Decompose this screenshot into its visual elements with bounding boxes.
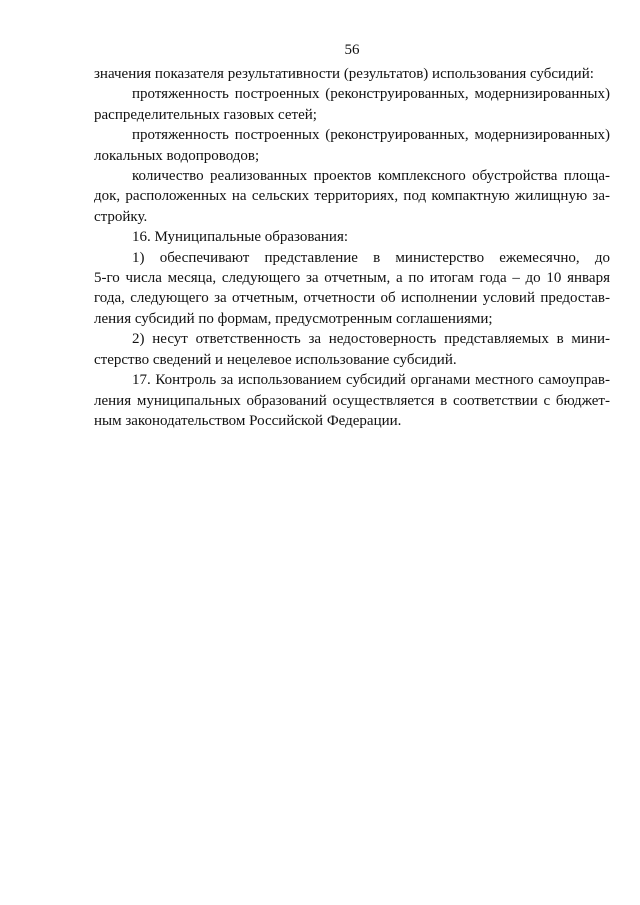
paragraph-water-pipes — [94, 125, 610, 166]
text-line: протяженность построенных (реконструированных, модернизированных) — [132, 127, 610, 144]
text-line: стерство сведений и нецелевое использование субсидий. — [94, 351, 457, 368]
text-line: значения показателя результативности (результатов) использования субсидий: — [94, 66, 594, 82]
paragraph-section-17 — [94, 370, 610, 431]
paragraph-item-1 — [94, 248, 610, 330]
text-line: 1) обеспечивают представление в министерство ежемесячно, до — [132, 249, 610, 266]
text-line: ления субсидий по формам, предусмотренным соглашениями; — [94, 310, 493, 327]
text-line: ным законодательством Российской Федерации. — [94, 412, 402, 429]
page-number: 56 — [344, 42, 360, 58]
text-line: локальных водопроводов; — [94, 147, 260, 164]
text-line: протяженность построенных (реконструированных, модернизированных) — [132, 86, 610, 103]
text-line: 5-го числа месяца, следующего за отчетным, а по итогам года – до 10 января — [94, 270, 610, 287]
text-line: 16. Муниципальные образования: — [132, 229, 349, 246]
paragraph-item-2 — [94, 329, 610, 370]
paragraph-section-16 — [94, 227, 610, 247]
paragraph-indicators-intro — [94, 64, 610, 84]
text-line: ления муниципальных образований осуществляется в соответствии с бюджет- — [94, 392, 610, 409]
paragraph-projects-count — [94, 166, 610, 227]
text-line: док, расположенных на сельских территориях, под компактную жилищную за- — [94, 188, 610, 205]
text-line: 2) несут ответственность за недостоверность представляемых в мини- — [132, 331, 610, 348]
text-line: распределительных газовых сетей; — [94, 106, 317, 123]
paragraph-gas-networks — [94, 84, 610, 125]
text-line: 17. Контроль за использованием субсидий органами местного самоуправ- — [132, 372, 610, 389]
text-line: количество реализованных проектов комплексного обустройства площа- — [132, 168, 610, 185]
text-line: года, следующего за отчетным, отчетности об исполнении условий предостав- — [94, 290, 610, 307]
document-page — [94, 40, 610, 431]
text-line: стройку. — [94, 208, 148, 225]
